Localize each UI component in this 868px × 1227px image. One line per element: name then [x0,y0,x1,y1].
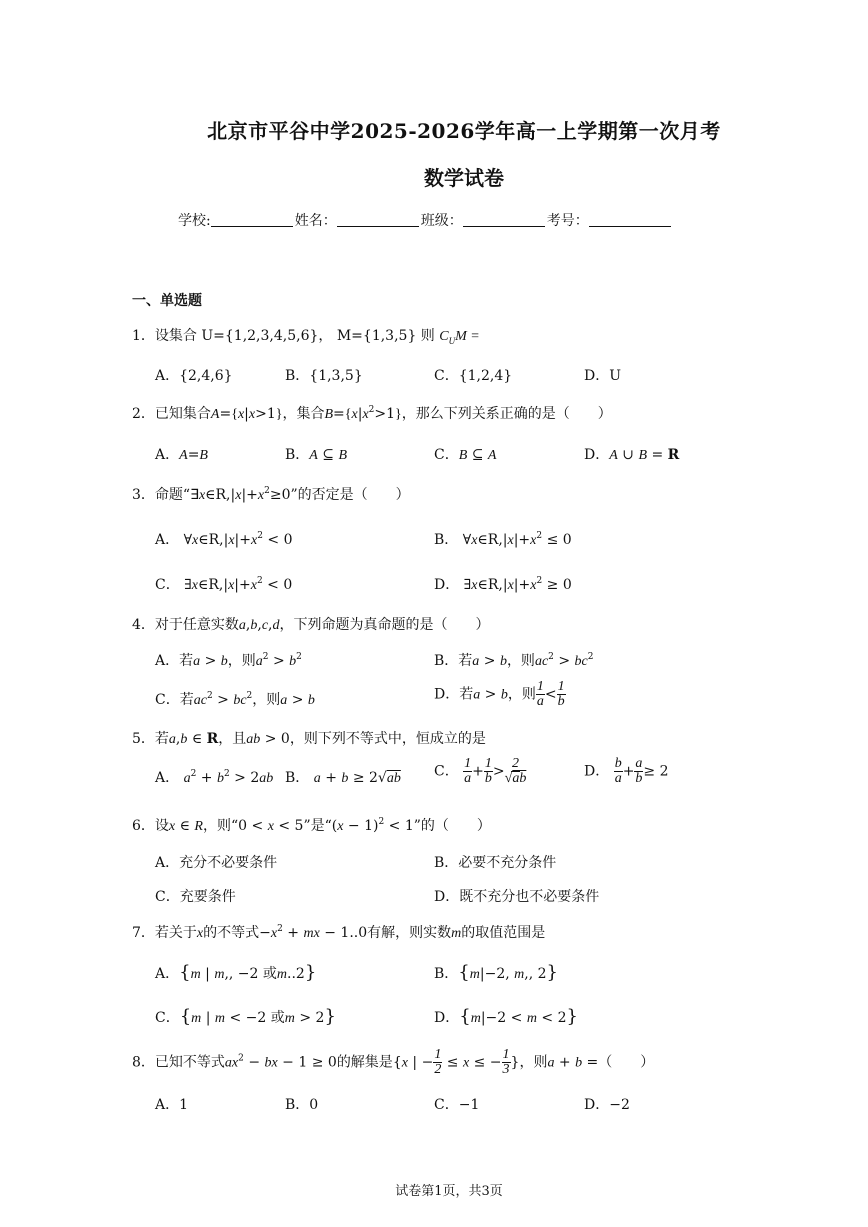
question-7: 7．若关于x的不等式$-x^2$ + mx − 1..0有解，则实数m的取值范围是 [132,924,546,941]
q7-d-label: D． [434,1010,460,1026]
q4-option-c[interactable]: C．若$ac^2 > bc^2$，则a > b [155,691,315,708]
q2-set-a: A [210,407,220,422]
q2-stem-part2: ，集合 [282,406,325,422]
q2-option-c[interactable]: C．B ⊆ A [434,447,497,463]
q7-a-or: 或 [262,966,277,982]
name-label: 姓名： [294,213,337,229]
exam-subtitle: 数学试卷 [424,166,504,190]
exam-no-label: 考号： [546,213,589,229]
class-blank[interactable] [463,212,545,227]
q1-option-c[interactable]: C．{1,2,4} [434,368,513,384]
q3-a-label: A． [155,532,180,548]
q2-b-label: B． [285,447,310,463]
q4-d-label: D．若 [434,686,474,703]
school-label: 学校: [178,213,211,229]
q8-option-a[interactable]: A．1 [155,1097,189,1113]
q3-option-a[interactable]: A． $\forall x\in R,|x|+x^2 < 0$ [155,531,293,548]
page-footer: 试卷第1页，共3页 [395,1184,503,1199]
q4-b-then: ，则 [506,653,535,669]
q7-stem-part4: 的取值范围是 [461,925,546,941]
q8-stem-part4: （ ） [598,1054,655,1071]
question-5: 5．若a,b ∈ R，且ab > 0，则下列不等式中，恒成立的是 [132,731,486,747]
q6-option-b[interactable]: B．必要不充分条件 [434,855,557,871]
q4-a-label: A．若 [155,653,194,669]
q1-option-d[interactable]: D．U [584,368,622,384]
q6-option-a[interactable]: A．充分不必要条件 [155,855,278,871]
q3-option-b[interactable]: B． $\forall x\in R,|x|+x^2 \le 0$ [434,531,572,548]
q4-a-then: ，则 [227,653,256,669]
q7-stem-part2: 的不等式 [203,925,260,941]
q2-set-b: B [324,407,334,422]
q8-option-d[interactable]: D．−2 [584,1097,630,1113]
name-blank[interactable] [337,212,419,227]
q6-stem-part1: 6．设 [132,818,169,834]
q7-c-or: 或 [270,1010,285,1026]
q4-option-a[interactable]: A．若a > b，则$a^2 > b^2$ [155,652,302,669]
q8-option-b[interactable]: B．0 [285,1097,319,1113]
q5-d-label: D． [584,763,610,780]
exam-title: 北京市平谷中学2025-2026学年高一上学期第一次月考 [207,119,721,143]
question-8: 8．已知不等式$ax^2$ − bx − 1 ≥ 0的解集是{x | − $\frac{1}{2}$ ≤ x ≤ − $\frac{1}{3}$ }，则a + b =（ ） [132,1047,655,1077]
q5-option-b[interactable]: B． a + b ≥ 2√ab [285,770,401,786]
question-2: 2．已知集合A={x|x>1}，集合$B=\{x|x^2>1\}$，那么下列关系正确的是（ ） [132,405,612,422]
q8-stem-part1: 8．已知不等式 [132,1054,225,1071]
exam-no-blank[interactable] [589,212,671,227]
q1-complement: $C_U$ [439,329,456,346]
q2-c-label: C． [434,447,459,463]
q7-a-label: A． [155,966,180,982]
q5-b-label: B． [285,770,310,786]
q3-c-label: C． [155,577,180,593]
q6-stem-part4: ”的（ ） [413,818,491,834]
q5-a-label: A． [155,770,180,786]
q4-option-b[interactable]: B．若a > b，则$ac^2 > bc^2$ [434,652,594,669]
q1-option-b[interactable]: B．{1,3,5} [285,368,363,384]
q6-option-c[interactable]: C．充要条件 [155,889,236,905]
q2-option-d[interactable]: D．A ∪ B = R [584,447,680,463]
q3-stem-part1: 3．命题“ [132,487,191,503]
question-6: 6．设x ∈ R，则“0 < x < 5”是“$(x - 1)^2 < 1$”的（ ） [132,817,491,834]
q7-option-d[interactable]: D．{m|−2 < m < 2} [434,1006,578,1027]
question-4: 4．对于任意实数a,b,c,d，下列命题为真命题的是（ ） [132,617,490,633]
q7-stem-part3: 有解，则实数 [367,925,452,941]
q3-b-label: B． [434,532,459,548]
student-info-line [178,210,673,230]
q8-stem-part3: ，则 [519,1054,548,1071]
q2-option-b[interactable]: B．A ⊆ B [285,447,348,463]
q5-stem-part3: ，则下列不等式中，恒成立的是 [289,731,486,747]
q6-stem-part3: ”是“ [303,818,332,834]
q4-c-label: C．若 [155,692,194,708]
q4-d-then: ，则 [507,686,536,703]
q5-option-a[interactable]: A． $a^2 + b^2 > 2ab$ [155,769,274,786]
q6-option-d[interactable]: D．既不充分也不必要条件 [434,889,600,905]
q7-option-b[interactable]: B．{m|−2, m,, 2} [434,962,558,983]
question-3: 3．命题“$\exists x\in R,|x|+x^2\ge 0$”的否定是（ ） [132,486,410,503]
q1-stem-tail: M = [455,329,480,344]
q2-option-a[interactable]: A．A=B [155,447,208,463]
q2-stem-part3: ，那么下列关系正确的是（ ） [401,406,612,422]
q2-a-label: A． [155,447,180,463]
q7-c-label: C． [155,1010,180,1026]
school-blank[interactable] [211,212,293,227]
q5-c-label: C． [434,763,459,780]
q5-stem-part2: ，且 [218,731,247,747]
q5-option-d[interactable]: D． $\frac{b}{a}$ + $\frac{a}{b}$ ≥ 2 [584,756,669,786]
q8-stem-part2: 的解集是 [336,1054,393,1071]
q4-option-d[interactable]: D．若a > b，则 $\frac{1}{a}$ < $\frac{1}{b}$ [434,679,565,709]
q2-d-label: D． [584,447,610,463]
q4-b-label: B．若 [434,653,473,669]
q5-stem-part1: 5．若 [132,731,169,747]
question-1 [132,325,480,346]
q6-stem-part2: ，则“ [202,818,239,834]
q4-stem-part1: 4．对于任意实数 [132,617,239,633]
q8-option-c[interactable]: C．−1 [434,1097,480,1113]
q1-option-a[interactable]: A．{2,4,6} [155,368,233,384]
q4-stem-part2: ，下列命题为真命题的是（ ） [279,617,490,633]
q3-stem-part2: ”的否定是（ ） [290,487,410,503]
q7-b-label: B． [434,966,459,982]
q3-option-d[interactable]: D． $\exists x\in R,|x|+x^2 \ge 0$ [434,576,572,593]
q1-stem: 1．设集合 U={1,2,3,4,5,6}， M={1,3,5} 则 [132,328,435,344]
q2-stem-part1: 2．已知集合 [132,406,211,422]
q7-stem-part1: 7．若关于 [132,925,197,941]
section-heading: 一、单选题 [132,293,202,309]
q3-d-label: D． [434,577,460,593]
class-label: 班级： [420,213,463,229]
q7-option-a[interactable]: A．{m | m,, −2 或m..2} [155,962,317,983]
q5-option-c[interactable]: C． $\frac{1}{a}$ + $\frac{1}{b}$ > $\frac{2}{√ab}$ [434,756,527,786]
q4-c-then: ，则 [252,692,281,708]
q7-option-c[interactable]: C．{m | m < −2 或m > 2} [155,1006,336,1027]
q3-option-c[interactable]: C． $\exists x\in R,|x|+x^2 < 0$ [155,576,293,593]
